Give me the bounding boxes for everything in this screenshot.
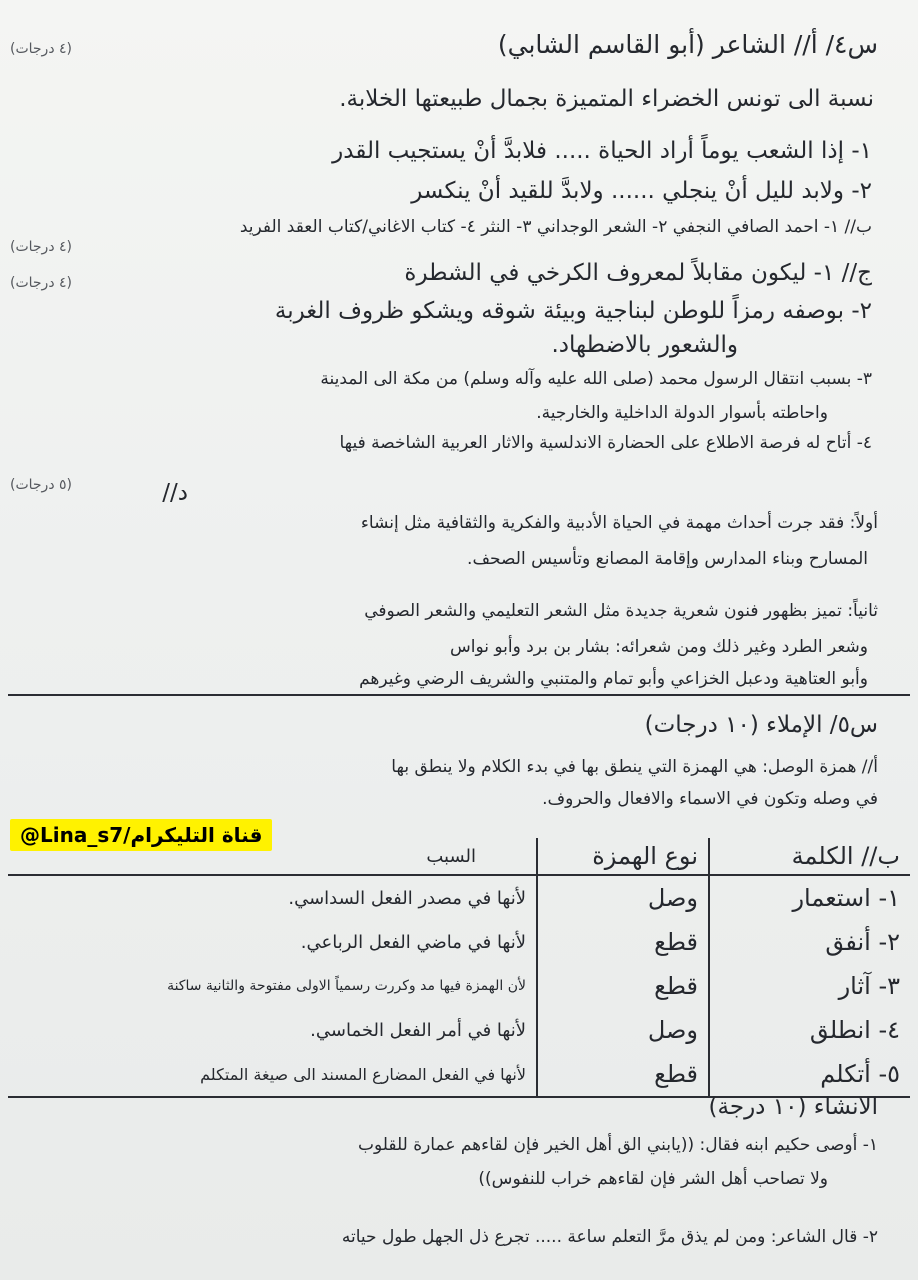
table-cell-hamza-type: قطع (537, 964, 709, 1008)
q6-line: ولا تصاحب أهل الشر فإن لقاءهم خراب للنفوس)) (478, 1169, 828, 1189)
table-cell-word: ٥- أتكلم (709, 1052, 910, 1097)
table-cell-hamza-type: قطع (537, 920, 709, 964)
table-row (8, 1052, 910, 1097)
table-cell-reason: لأن الهمزة فيها مد وكررت رسمياً الاولى مفتوحة والثانية ساكنة (167, 978, 526, 994)
table-cell-word: ٣- آثار (709, 964, 910, 1008)
table-cell-reason: لأنها في أمر الفعل الخماسي. (310, 1019, 526, 1041)
q5-title: س٥/ الإملاء (١٠ درجات) (644, 712, 878, 738)
table-cell-hamza-type: وصل (537, 875, 709, 920)
table-cell-hamza-type: قطع (537, 1052, 709, 1097)
q4-line: ٢- ولابد لليل أنْ ينجلي ...... ولابدَّ للقيد أنْ ينكسر (411, 178, 872, 204)
channel-badge: @Lina_s7/قناة التليكرام (10, 819, 272, 851)
section-divider (8, 694, 910, 696)
table-cell-reason: لأنها في الفعل المضارع المسند الى صيغة المتكلم (8, 1052, 537, 1097)
q4-line: والشعور بالاضطهاد. (551, 332, 738, 358)
table-cell-hamza-type: وصل (537, 1008, 709, 1052)
q4-line: ثانياً: تميز بظهور فنون شعرية جديدة مثل الشعر التعليمي والشعر الصوفي (364, 601, 878, 621)
q4-line: وشعر الطرد وغير ذلك ومن شعرائه: بشار بن برد وأبو نواس (449, 637, 868, 657)
q6-line: ٢- قال الشاعر: ومن لم يذق مرَّ التعلم ساعة ..... تجرع ذل الجهل طول حياته (341, 1227, 878, 1247)
q4-title: س٤/ أ// الشاعر (أبو القاسم الشابي) (497, 30, 878, 59)
table-cell-word: ٢- أنفق (709, 920, 910, 964)
q4-line: المسارح وبناء المدارس وإقامة المصانع وتأسيس الصحف. (467, 549, 868, 569)
q4-line: ٤- أتاح له فرصة الاطلاع على الحضارة الاندلسية والاثار العربية الشاخصة فيها (339, 433, 872, 453)
table-cell-reason: لأنها في ماضي الفعل الرباعي. (300, 931, 526, 953)
column-header-reason: السبب (8, 838, 537, 875)
column-header-hamza-type: نوع الهمزة (537, 838, 709, 875)
table-cell-word: ١- استعمار (709, 875, 910, 920)
q4-line: ج// ١- ليكون مقابلاً لمعروف الكرخي في الشطرة (404, 260, 872, 286)
q5-line: في وصله وتكون في الاسماء والافعال والحروف. (542, 789, 878, 809)
hamza-table (8, 838, 910, 1098)
q4-line: د// (162, 480, 188, 506)
q4-line: نسبة الى تونس الخضراء المتميزة بجمال طبيعتها الخلابة. (339, 86, 874, 112)
q4-line: ب// ١- احمد الصافي النجفي ٢- الشعر الوجداني ٣- النثر ٤- كتاب الاغاني/كتاب العقد الفريد (239, 217, 872, 237)
table-row (8, 875, 910, 920)
table-row (8, 964, 910, 1008)
q4-line: ١- إذا الشعب يوماً أراد الحياة ..... فلابدَّ أنْ يستجيب القدر (332, 138, 872, 164)
q4-mark: (٤ درجات) (10, 275, 73, 291)
q4-line: أولاً: فقد جرت أحداث مهمة في الحياة الأدبية والفكرية والثقافية مثل إنشاء (360, 513, 878, 533)
q4-mark: (٥ درجات) (10, 477, 73, 493)
column-header-word: ب// الكلمة (709, 838, 910, 875)
q4-line: ٣- بسبب انتقال الرسول محمد (صلى الله عليه وآله وسلم) من مكة الى المدينة (320, 369, 872, 389)
table-header-row (8, 838, 910, 875)
q5-line: أ// همزة الوصل: هي الهمزة التي ينطق بها في بدء الكلام ولا ينطق بها (391, 757, 878, 777)
table-cell-reason: لأنها في مصدر الفعل السداسي. (288, 887, 526, 909)
q6-line: ١- أوصى حكيم ابنه فقال: ((يابني الق أهل الخير فإن لقاءهم عمارة للقلوب (357, 1135, 878, 1155)
table-row (8, 920, 910, 964)
q6-title: الانشاء (١٠ درجة) (708, 1094, 878, 1120)
q4-line: واحاطته بأسوار الدولة الداخلية والخارجية. (536, 403, 828, 423)
table-row (8, 1008, 910, 1052)
table-cell-word: ٤- انطلق (709, 1008, 910, 1052)
q4-mark: (٤ درجات) (10, 239, 73, 255)
q4-mark: (٤ درجات) (10, 41, 73, 57)
q4-line: وأبو العتاهية ودعبل الخزاعي وأبو تمام والمتنبي والشريف الرضي وغيرهم (359, 669, 868, 689)
q4-line: ٢- بوصفه رمزاً للوطن لبناجية وبيئة شوقه ويشكو ظروف الغربة (274, 298, 872, 324)
